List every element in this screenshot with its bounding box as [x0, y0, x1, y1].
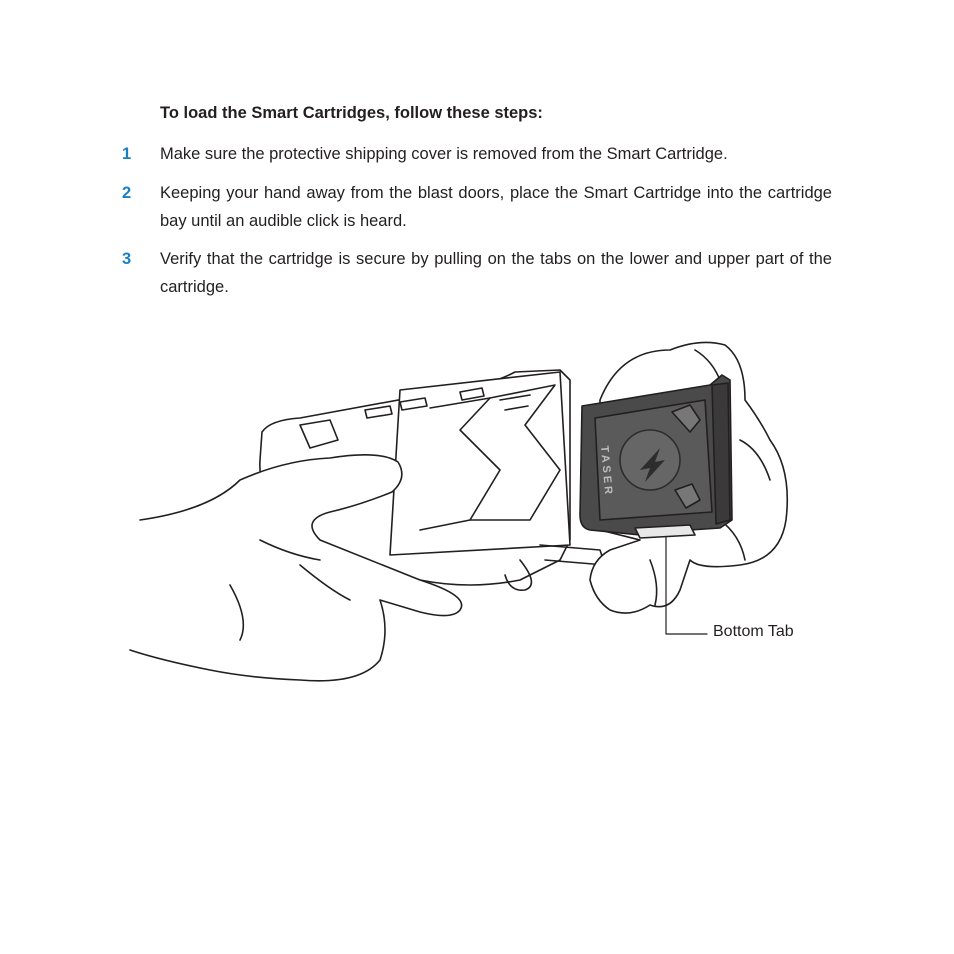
- step-number: 1: [122, 145, 132, 163]
- step-3: [122, 245, 832, 301]
- cartridge-brand-text: TASER: [598, 445, 615, 498]
- step-text: Make sure the protective shipping cover is removed from the Smart Cartridge.: [160, 145, 728, 163]
- step-1: [122, 140, 832, 168]
- instructions-intro: To load the Smart Cartridges, follow these steps:: [160, 104, 543, 122]
- step-number: 2: [122, 184, 132, 202]
- step-2: [122, 179, 832, 235]
- step-number: 3: [122, 250, 132, 268]
- bottom-tab-callout: Bottom Tab: [713, 623, 794, 640]
- step-text: Verify that the cartridge is secure by pulling on the tabs on the lower and upper part of the cartridge.: [160, 250, 832, 296]
- step-text: Keeping your hand away from the blast doors, place the Smart Cartridge into the cartridge bay until an audible click is heard.: [160, 184, 832, 230]
